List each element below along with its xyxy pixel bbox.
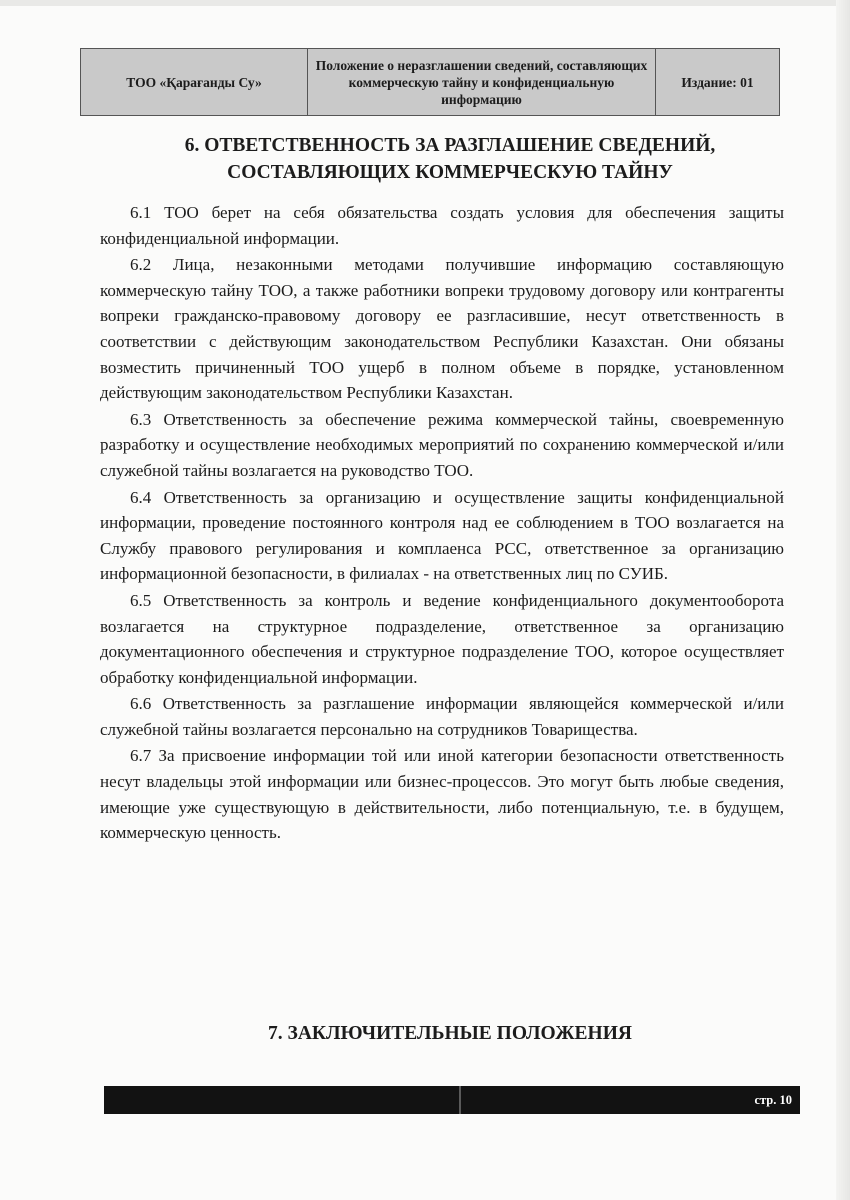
section-6-title-line-1: 6. ОТВЕТСТВЕННОСТЬ ЗА РАЗГЛАШЕНИЕ СВЕДЕНИЙ, xyxy=(184,135,716,156)
document-header-table xyxy=(80,48,780,116)
header-document-title: Положение о неразглашении сведений, составляющих коммерческую тайну и конфиденциальную информацию xyxy=(307,49,655,115)
header-company: ТОО «Қарағанды Су» xyxy=(126,74,262,90)
paragraph-6-1: 6.1 ТОО берет на себя обязательства создать условия для обеспечения защиты конфиденциальной информации. xyxy=(100,203,784,248)
paragraph-6-7: 6.7 За присвоение информации той или иной категории безопасности ответственность несут владельцы этой информации или бизнес-процессов. Это могут быть любые сведения, имеющие уже существующую в действительности, либо потенциальную, т.е. в будущем, коммерческую ценность. xyxy=(100,746,784,843)
paragraph-6-2: 6.2 Лица, незаконными методами получившие информацию составляющую коммерческую тайну ТОО, а также работники вопреки трудовому договору или контрагенты вопреки гражданско-правовому договору ее разгласившие, несут ответственность в соответствии с действующим законодательством Республики Казахстан. Они обязаны возместить причиненный ТОО ущерб в полном объеме в порядке, установленном действующим законодательством Республики Казахстан. xyxy=(100,255,784,403)
section-6-title xyxy=(120,132,780,186)
section-6-title-line-2: СОСТАВЛЯЮЩИХ КОММЕРЧЕСКУЮ ТАЙНУ xyxy=(227,162,673,183)
page-right-edge xyxy=(836,0,850,1200)
page-number: стр. 10 xyxy=(754,1092,792,1107)
footer-bar xyxy=(104,1086,800,1114)
header-edition: Издание: 01 xyxy=(655,49,779,115)
page-top-edge xyxy=(0,0,850,6)
paragraph-6-3: 6.3 Ответственность за обеспечение режима коммерческой тайны, своевременную разработку и осуществление необходимых мероприятий по сохранению коммерческой и/или служебной тайны возлагается на руководство ТОО. xyxy=(100,409,784,480)
section-7-title: 7. ЗАКЛЮЧИТЕЛЬНЫЕ ПОЛОЖЕНИЯ xyxy=(268,1023,632,1044)
paragraph-6-4: 6.4 Ответственность за организацию и осуществление защиты конфиденциальной информации, проведение постоянного контроля над ее соблюдением в ТОО возлагается на Службу правового регулирования и комплаенса РСС, ответственное за организацию информационной безопасности, в филиалах - на ответственных лиц по СУИБ. xyxy=(100,487,784,584)
paragraph-6-6: 6.6 Ответственность за разглашение информации являющейся коммерческой и/или служебной тайны возлагается персонально на сотрудников Товарищества. xyxy=(100,694,784,739)
footer-divider xyxy=(459,1086,461,1114)
section-6-body xyxy=(100,200,784,846)
paragraph-6-5: 6.5 Ответственность за контроль и ведение конфиденциального документооборота возлагается на структурное подразделение, ответственное за организацию документационного обеспечения и структурное подразделение ТОО, которое осуществляет обработку конфиденциальной информации. xyxy=(100,590,784,687)
